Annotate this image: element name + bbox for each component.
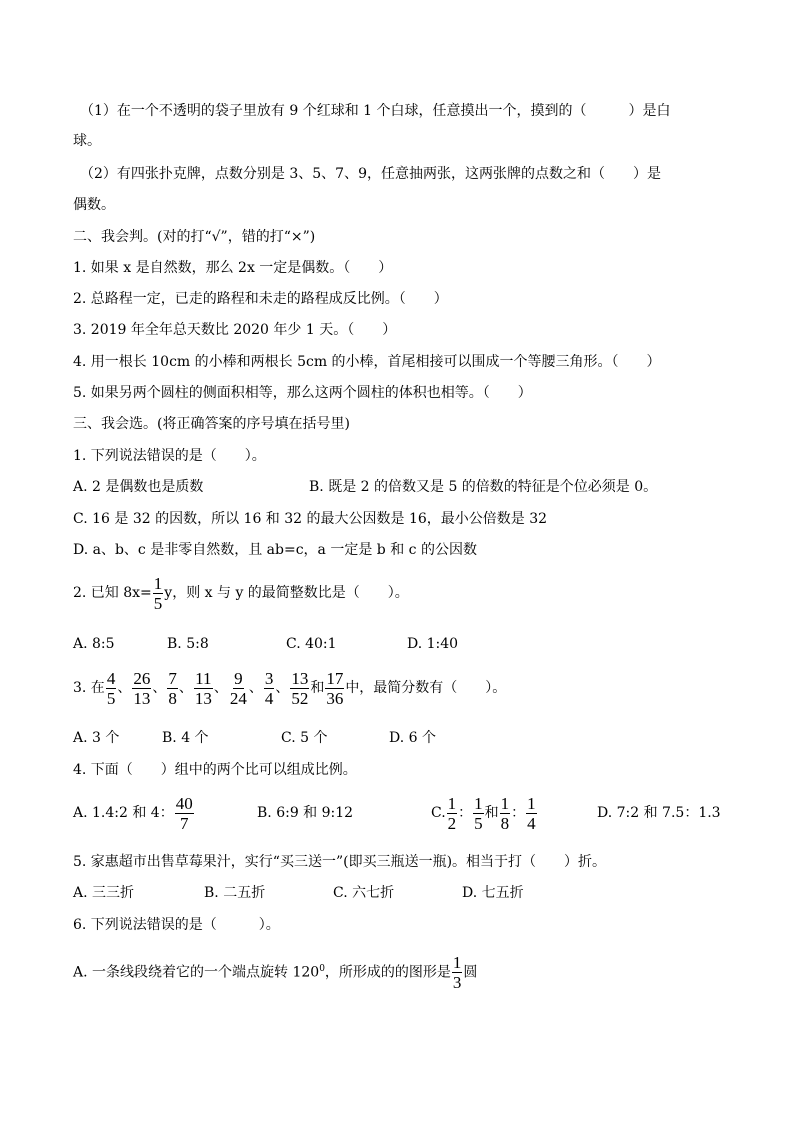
c3-option-d: D. 6 个 (389, 730, 436, 746)
c3-fraction (229, 669, 248, 708)
fraction-denominator: 13 (133, 688, 151, 708)
c1-option-a: A. 2 是偶数也是质数 (73, 479, 204, 495)
colon: ： (511, 805, 526, 821)
c2-pre: 2. 已知 8x= (73, 585, 152, 601)
separator: 、 (213, 680, 228, 696)
c4-option-a-text: A. 1.4:2 和 4： (73, 805, 174, 821)
fraction-numerator: 17 (326, 668, 344, 688)
fraction-denominator: 24 (229, 688, 247, 708)
separator: 、 (117, 680, 132, 696)
c3-fraction (264, 669, 275, 708)
q2-line2: 偶数。 (73, 197, 115, 213)
c4-option-d: D. 7:2 和 7.5：1.3 (597, 805, 721, 821)
c6-question: 6. 下列说法错误的是（ ）。 (73, 917, 280, 933)
fraction-denominator: 7 (179, 813, 189, 833)
c5-option-b: B. 二五折 (204, 885, 266, 901)
c6-option-a-post: 圆 (463, 964, 478, 981)
fraction-numerator: 26 (133, 668, 151, 688)
separator: 、 (178, 680, 193, 696)
c4-option-c (431, 792, 538, 834)
c4-option-c-label: C. (431, 805, 446, 821)
c2-option-c: C. 40:1 (286, 636, 337, 652)
fraction-numerator: 9 (234, 668, 243, 688)
q1-line1: （1）在一个不透明的袋子里放有 9 个红球和 1 个白球，任意摸出一个，摸到的（ ）是白 (80, 103, 671, 119)
q1-line2: 球。 (73, 133, 101, 149)
fraction-numerator: 1 (447, 793, 457, 813)
c4-option-c-fraction (447, 794, 458, 833)
judge-item: 2. 总路程一定，已走的路程和未走的路程成反比例。（ ） (73, 291, 448, 307)
c3-pre: 3. 在 (73, 680, 105, 696)
fraction-numerator: 40 (175, 793, 193, 813)
c3-post: 中，最简分数有（ ）。 (345, 680, 507, 696)
c2-fraction (153, 574, 164, 613)
fraction-numerator: 13 (291, 668, 309, 688)
fraction-numerator: 1 (474, 793, 483, 813)
separator: 、 (275, 680, 290, 696)
c3-fraction (194, 669, 213, 708)
fraction-numerator: 4 (106, 668, 116, 688)
judge-item: 3. 2019 年全年总天数比 2020 年少 1 天。（ ） (73, 322, 397, 338)
choose-heading: 三、我会选。(将正确答案的序号填在括号里) (73, 416, 350, 432)
judge-item: 5. 如果另两个圆柱的侧面积相等，那么这两个圆柱的体积也相等。（ ） (73, 385, 532, 401)
c6-option-a-text: A. 一条线段绕着它的一个端点旋转 120 (73, 964, 320, 981)
c6-option-a-fraction (452, 953, 463, 992)
c4-option-row (73, 792, 733, 834)
c5-option-c: C. 六七折 (333, 885, 395, 901)
c3-question (73, 668, 506, 708)
fraction-denominator: 4 (527, 813, 536, 833)
c3-option-b: B. 4 个 (162, 730, 209, 746)
c6-option-a-mid: ，所形成的的图形是 (324, 964, 451, 981)
colon: ： (458, 805, 473, 821)
c5-option-d: D. 七五折 (462, 885, 524, 901)
fraction-denominator: 3 (452, 973, 462, 993)
c4-option-a-fraction (175, 794, 194, 833)
c4-option-a (73, 792, 195, 834)
fraction-denominator: 8 (500, 813, 510, 833)
judge-item: 1. 如果 x 是自然数，那么 2x 一定是偶数。（ ） (73, 260, 393, 276)
c2-question (73, 573, 409, 613)
c4-option-c-fraction (526, 794, 537, 833)
c1-option-d: D. a、b、c 是非零自然数，且 ab=c，a 一定是 b 和 c 的公因数 (73, 542, 477, 558)
fraction-numerator: 11 (195, 668, 212, 688)
c3-fraction (132, 669, 151, 708)
fraction-denominator: 36 (326, 688, 344, 708)
and-word: 和 (310, 680, 325, 696)
c3-fraction (325, 669, 344, 708)
fraction-numerator: 3 (264, 668, 274, 688)
fraction-numerator: 1 (527, 793, 536, 813)
judge-item: 4. 用一根长 10cm 的小棒和两根长 5cm 的小棒，首尾相接可以围成一个等腰三角形。（ ） (73, 354, 661, 370)
c5-question: 5. 家惠超市出售草莓果汁，实行“买三送一”(即买三瓶送一瓶)。相当于打（ ）折。 (73, 854, 607, 870)
degree-mark: 0 (319, 964, 325, 974)
fraction-numerator: 1 (500, 793, 510, 813)
c5-option-a: A. 三三折 (73, 885, 135, 901)
q2-line1: （2）有四张扑克牌，点数分别是 3、5、7、9，任意抽两张，这两张牌的点数之和（ ）是 (80, 166, 661, 182)
judge-heading: 二、我会判。(对的打“√”，错的打“×”) (73, 229, 316, 245)
c4-question: 4. 下面（ ）组中的两个比可以组成比例。 (73, 762, 357, 778)
c1-option-c: C. 16 是 32 的因数，所以 16 和 32 的最大公因数是 16，最小公倍数是 32 (73, 511, 548, 527)
c1-option-b: B. 既是 2 的倍数又是 5 的倍数的特征是个位必须是 0。 (309, 479, 658, 495)
c4-option-b: B. 6:9 和 9:12 (257, 805, 354, 821)
fraction-denominator: 2 (447, 813, 457, 833)
c2-post: y，则 x 与 y 的最简整数比是（ ）。 (164, 585, 409, 601)
and-word: 和 (484, 805, 499, 821)
fraction-denominator: 8 (168, 688, 177, 708)
fraction-denominator: 5 (153, 593, 163, 613)
separator: 、 (248, 680, 263, 696)
fraction-numerator: 1 (452, 953, 462, 973)
c2-option-d: D. 1:40 (407, 636, 459, 652)
c1-question: 1. 下列说法错误的是（ ）。 (73, 448, 266, 464)
c3-fraction (106, 669, 117, 708)
c3-option-a: A. 3 个 (73, 730, 120, 746)
fraction-denominator: 4 (264, 688, 274, 708)
c2-option-b: B. 5:8 (167, 636, 209, 652)
c4-option-c-fraction (473, 794, 484, 833)
c3-fraction (167, 669, 178, 708)
separator: 、 (152, 680, 167, 696)
fraction-denominator: 13 (194, 688, 212, 708)
fraction-denominator: 52 (291, 688, 309, 708)
fraction-denominator: 5 (106, 688, 116, 708)
c3-option-c: C. 5 个 (281, 730, 328, 746)
c6-option-a (73, 949, 477, 993)
fraction-denominator: 5 (474, 813, 483, 833)
c4-option-c-fraction (500, 794, 511, 833)
fraction-numerator: 1 (153, 573, 163, 593)
fraction-numerator: 7 (168, 668, 177, 688)
c3-fraction (290, 669, 309, 708)
c2-option-a: A. 8:5 (73, 636, 115, 652)
